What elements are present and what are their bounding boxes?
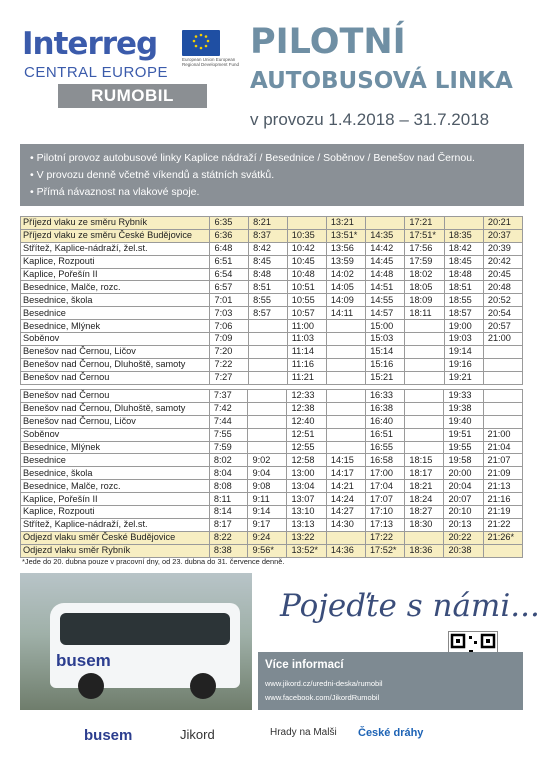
bus-wheel [78,673,104,699]
departure-time: 19:51 [444,428,483,441]
departure-time: 16:58 [365,454,404,467]
departure-time: 20:48 [483,281,522,294]
station-name: Benešov nad Černou, Ličov [21,345,210,358]
departure-time [248,390,287,403]
departure-time: 20:38 [444,544,483,557]
departure-time: 13:52* [287,544,326,557]
departure-time: 8:42 [249,242,288,255]
departure-time [249,371,288,384]
departure-time: 20:04 [444,480,483,493]
departure-time: 21:26* [483,531,522,544]
departure-time: 14:15 [326,454,365,467]
departure-time: 18:15 [405,454,444,467]
departure-time: 14:21 [326,480,365,493]
station-name: Střítež, Kaplice-nádraží, žel.st. [21,518,210,531]
departure-time: 7:22 [210,358,249,371]
departure-time [326,441,365,454]
departure-time: 13:51* [326,229,365,242]
eu-flag-icon [182,30,220,56]
departure-time: 14:11 [326,307,365,320]
departure-time: 18:55 [444,294,483,307]
page-title: PILOTNÍ [250,22,406,62]
timetable-row [21,307,523,320]
departure-time: 8:02 [209,454,248,467]
timetable-row [21,441,523,454]
footnote: *Jede do 20. dubna pouze v pracovní dny, od 23. dubna do 31. července denně. [22,557,285,566]
station-name: Besednice, škola [21,467,210,480]
departure-time: 9:14 [248,506,287,519]
eu-fund-label: European Union European Regional Development Fund [182,57,240,67]
departure-time [326,390,365,403]
departure-time: 8:45 [249,255,288,268]
departure-time: 7:20 [210,345,249,358]
departure-time: 11:21 [287,371,326,384]
departure-time: 21:09 [483,467,522,480]
station-name: Příjezd vlaku ze směru České Budějovice [21,229,210,242]
station-name: Benešov nad Černou, Dluhoště, samoty [21,402,210,415]
timetable-row [21,217,523,230]
departure-time: 21:13 [483,480,522,493]
departure-time: 12:33 [287,390,326,403]
timetable-row [21,454,523,467]
departure-time: 12:55 [287,441,326,454]
rumobil-badge: RUMOBIL [58,84,207,108]
departure-time: 13:59 [326,255,365,268]
departure-time: 6:48 [210,242,249,255]
timetable-row [21,415,523,428]
departure-time: 8:14 [209,506,248,519]
departure-time: 10:35 [287,229,326,242]
timetable-row [21,544,523,557]
timetable-row [21,255,523,268]
departure-time: 9:11 [248,493,287,506]
departure-time: 16:38 [365,402,404,415]
departure-time: 7:03 [210,307,249,320]
station-name: Benešov nad Černou [21,390,210,403]
departure-time: 17:04 [365,480,404,493]
departure-time [405,428,444,441]
departure-time [248,428,287,441]
departure-time: 19:33 [444,390,483,403]
departure-time: 14:42 [366,242,405,255]
departure-time [326,402,365,415]
departure-time: 7:01 [210,294,249,307]
departure-time: 7:42 [209,402,248,415]
departure-time: 14:51 [366,281,405,294]
departure-time: 17:59 [405,255,444,268]
departure-time [326,333,365,346]
station-name: Soběnov [21,428,210,441]
departure-time: 21:00 [483,333,522,346]
departure-time: 18:48 [444,268,483,281]
bus-window [60,613,230,645]
departure-time: 20:57 [483,320,522,333]
page-subtitle: AUTOBUSOVÁ LINKA [250,68,513,94]
departure-time: 10:48 [287,268,326,281]
departure-time: 17:00 [365,467,404,480]
departure-time: 18:11 [405,307,444,320]
departure-time: 19:00 [444,320,483,333]
slogan: Pojeďte s námi... [280,588,540,624]
timetable-row [21,428,523,441]
departure-time: 8:21 [249,217,288,230]
departure-time [287,217,326,230]
departure-time: 20:52 [483,294,522,307]
departure-time: 18:27 [405,506,444,519]
departure-time: 16:51 [365,428,404,441]
station-name: Besednice [21,307,210,320]
departure-time [366,217,405,230]
departure-time: 7:44 [209,415,248,428]
departure-time: 18:17 [405,467,444,480]
station-name: Kaplice, Pořešín II [21,268,210,281]
departure-time: 14:09 [326,294,365,307]
departure-time: 20:10 [444,506,483,519]
departure-time: 12:38 [287,402,326,415]
interreg-logo: Interreg [22,26,158,62]
departure-time: 21:00 [483,428,522,441]
departure-time: 18:02 [405,268,444,281]
departure-time: 7:59 [209,441,248,454]
departure-time: 8:22 [209,531,248,544]
departure-time: 18:42 [444,242,483,255]
departure-time [249,358,288,371]
departure-time: 15:16 [366,358,405,371]
departure-time: 14:27 [326,506,365,519]
station-name: Benešov nad Černou, Ličov [21,415,210,428]
timetable-return [20,389,523,558]
departure-time [405,371,444,384]
station-name: Kaplice, Rozpouti [21,255,210,268]
departure-time [405,358,444,371]
departure-time: 18:45 [444,255,483,268]
departure-time: 9:04 [248,467,287,480]
departure-time: 18:09 [405,294,444,307]
departure-time: 16:55 [365,441,404,454]
departure-time: 18:57 [444,307,483,320]
departure-time: 7:55 [209,428,248,441]
station-name: Odjezd vlaku směr Rybník [21,544,210,557]
departure-time: 14:17 [326,467,365,480]
departure-time [483,544,522,557]
departure-time: 6:51 [210,255,249,268]
timetable-row [21,320,523,333]
departure-time: 14:45 [366,255,405,268]
departure-time: 18:36 [405,544,444,557]
departure-time [405,345,444,358]
departure-time [483,402,522,415]
departure-time: 18:21 [405,480,444,493]
departure-time: 20:45 [483,268,522,281]
departure-time [326,415,365,428]
timetable-row [21,345,523,358]
departure-time: 7:37 [209,390,248,403]
info-heading: Více informací [265,659,344,671]
timetable-row [21,390,523,403]
departure-time: 13:13 [287,518,326,531]
departure-time [249,320,288,333]
bus-wheel [190,673,216,699]
departure-time: 15:21 [366,371,405,384]
departure-time: 11:14 [287,345,326,358]
departure-time: 8:55 [249,294,288,307]
partner-logo-hrady: Hrady na Malši [270,727,337,738]
info-item: • Pilotní provoz autobusové linky Kaplice nádraží / Besednice / Soběnov / Benešov nad Černou. [30,150,524,167]
departure-time: 8:17 [209,518,248,531]
departure-time: 17:13 [365,518,404,531]
departure-time: 20:54 [483,307,522,320]
departure-time: 14:57 [366,307,405,320]
departure-time: 9:17 [248,518,287,531]
departure-time: 6:35 [210,217,249,230]
departure-time [326,531,365,544]
departure-time [483,345,522,358]
station-name: Besednice [21,454,210,467]
timetable-row [21,493,523,506]
departure-time: 17:56 [405,242,444,255]
info-band [20,144,524,206]
station-name: Benešov nad Černou, Dluhoště, samoty [21,358,210,371]
departure-time: 7:09 [210,333,249,346]
departure-time: 20:37 [483,229,522,242]
departure-time [326,320,365,333]
departure-time: 10:57 [287,307,326,320]
departure-time: 17:21 [405,217,444,230]
departure-time [405,333,444,346]
timetable-row [21,333,523,346]
departure-time [405,531,444,544]
central-europe-label: CENTRAL EUROPE [24,64,168,81]
departure-time: 17:22 [365,531,404,544]
departure-time: 13:04 [287,480,326,493]
departure-time: 20:42 [483,255,522,268]
departure-time: 10:45 [287,255,326,268]
departure-time [444,217,483,230]
departure-time: 14:36 [326,544,365,557]
departure-time: 17:10 [365,506,404,519]
departure-time: 8:04 [209,467,248,480]
info-link-jikord[interactable]: www.jikord.cz/uredni-deska/rumobil [265,679,383,688]
departure-time: 6:54 [210,268,249,281]
timetable-row [21,480,523,493]
info-item: • Přímá návaznost na vlakové spoje. [30,184,524,201]
departure-time: 12:58 [287,454,326,467]
departure-time: 15:00 [366,320,405,333]
station-name: Besednice, Mlýnek [21,441,210,454]
departure-time: 21:04 [483,441,522,454]
departure-time: 8:11 [209,493,248,506]
partner-logo-busem: busem [84,727,133,744]
departure-time: 6:57 [210,281,249,294]
departure-time: 19:58 [444,454,483,467]
departure-time: 13:22 [287,531,326,544]
departure-time: 19:40 [444,415,483,428]
departure-time: 11:03 [287,333,326,346]
departure-time: 19:55 [444,441,483,454]
departure-time [249,345,288,358]
station-name: Besednice, Mlýnek [21,320,210,333]
bus-photo [20,573,252,710]
departure-time: 13:07 [287,493,326,506]
departure-time: 19:38 [444,402,483,415]
departure-time: 19:14 [444,345,483,358]
departure-time [405,402,444,415]
departure-time: 7:27 [210,371,249,384]
departure-time [483,358,522,371]
departure-time: 13:56 [326,242,365,255]
departure-time: 20:07 [444,493,483,506]
departure-time: 9:24 [248,531,287,544]
departure-time: 10:42 [287,242,326,255]
station-name: Besednice, škola [21,294,210,307]
departure-time: 20:13 [444,518,483,531]
departure-time: 14:55 [366,294,405,307]
departure-time: 16:40 [365,415,404,428]
departure-time: 9:08 [248,480,287,493]
timetable-outbound [20,216,523,385]
partner-logo-ceske-drahy: České dráhy [358,727,424,739]
departure-time: 21:07 [483,454,522,467]
operation-period: v provozu 1.4.2018 – 31.7.2018 [250,110,490,129]
departure-time: 20:39 [483,242,522,255]
departure-time: 7:06 [210,320,249,333]
timetable-row [21,229,523,242]
departure-time [483,390,522,403]
departure-time: 18:35 [444,229,483,242]
departure-time: 19:16 [444,358,483,371]
departure-time: 13:00 [287,467,326,480]
departure-time: 12:40 [287,415,326,428]
timetable-row [21,268,523,281]
departure-time: 14:05 [326,281,365,294]
departure-time: 14:02 [326,268,365,281]
station-name: Kaplice, Pořešín II [21,493,210,506]
departure-time: 13:10 [287,506,326,519]
info-link-facebook[interactable]: www.facebook.com/JikordRumobil [265,693,380,702]
departure-time: 20:22 [444,531,483,544]
timetable-row [21,358,523,371]
departure-time: 17:07 [365,493,404,506]
departure-time: 6:36 [210,229,249,242]
departure-time: 16:33 [365,390,404,403]
departure-time [483,415,522,428]
departure-time [405,390,444,403]
timetable-row [21,242,523,255]
departure-time: 8:38 [209,544,248,557]
departure-time: 20:00 [444,467,483,480]
station-name: Odjezd vlaku směr České Budějovice [21,531,210,544]
departure-time [483,371,522,384]
departure-time: 18:24 [405,493,444,506]
departure-time: 21:22 [483,518,522,531]
departure-time: 18:05 [405,281,444,294]
departure-time: 9:02 [248,454,287,467]
departure-time: 14:48 [366,268,405,281]
departure-time: 8:48 [249,268,288,281]
departure-time [405,320,444,333]
departure-time [248,441,287,454]
departure-time [326,358,365,371]
departure-time: 8:57 [249,307,288,320]
info-item: • V provozu denně včetně víkendů a státních svátků. [30,167,524,184]
departure-time: 20:21 [483,217,522,230]
timetable-row [21,281,523,294]
timetable-row [21,402,523,415]
departure-time [326,345,365,358]
station-name: Soběnov [21,333,210,346]
departure-time: 15:14 [366,345,405,358]
departure-time: 15:03 [366,333,405,346]
departure-time: 19:03 [444,333,483,346]
timetable-row [21,371,523,384]
departure-time: 8:08 [209,480,248,493]
bus-logo: busem [56,651,111,670]
departure-time [405,415,444,428]
departure-time: 11:00 [287,320,326,333]
departure-time [326,428,365,441]
departure-time: 8:51 [249,281,288,294]
departure-time: 14:30 [326,518,365,531]
timetable-row [21,531,523,544]
timetable-row [21,518,523,531]
timetable-row [21,467,523,480]
partner-logo-jikord: Jikord [180,727,215,742]
departure-time: 18:30 [405,518,444,531]
departure-time [326,371,365,384]
departure-time: 12:51 [287,428,326,441]
departure-time: 17:51* [405,229,444,242]
station-name: Besednice, Malče, rozc. [21,480,210,493]
departure-time: 11:16 [287,358,326,371]
departure-time: 21:19 [483,506,522,519]
departure-time [249,333,288,346]
station-name: Střítež, Kaplice-nádraží, žel.st. [21,242,210,255]
departure-time: 13:21 [326,217,365,230]
departure-time: 9:56* [248,544,287,557]
station-name: Kaplice, Rozpouti [21,506,210,519]
departure-time: 19:21 [444,371,483,384]
departure-time: 21:16 [483,493,522,506]
departure-time [248,415,287,428]
departure-time: 14:35 [366,229,405,242]
departure-time [248,402,287,415]
departure-time [405,441,444,454]
departure-time: 8:37 [249,229,288,242]
timetable-row [21,294,523,307]
station-name: Besednice, Malče, rozc. [21,281,210,294]
departure-time: 14:24 [326,493,365,506]
departure-time: 18:51 [444,281,483,294]
departure-time: 17:52* [365,544,404,557]
departure-time: 10:51 [287,281,326,294]
departure-time: 10:55 [287,294,326,307]
timetable-row [21,506,523,519]
station-name: Příjezd vlaku ze směru Rybník [21,217,210,230]
station-name: Benešov nad Černou [21,371,210,384]
